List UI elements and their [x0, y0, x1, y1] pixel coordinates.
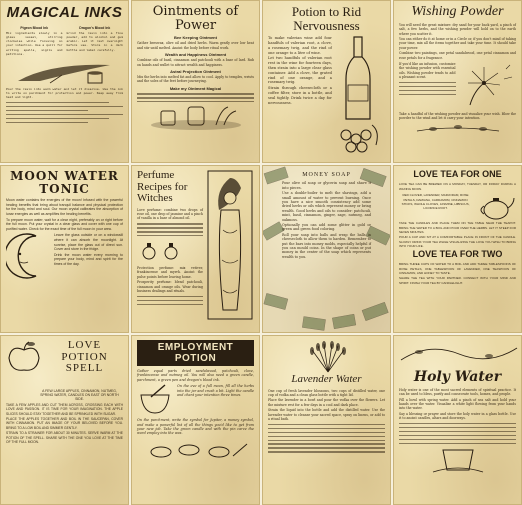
- text-block: [137, 93, 254, 102]
- page-title: Potion to Rid Nervousness: [291, 4, 362, 33]
- recipe-text: You can either do it at home or in a Circle or, if you don't mind of taking your time, mix all the items together and take your time. It should take your power.: [399, 36, 516, 50]
- recipe-text: Strain through cheesecloth or a coffee filter, store in a bottle, and seal tightly. Drink twice a day for nervousness.: [268, 86, 332, 105]
- recipe-text: On the parchment, write the symbol for Jupiter, a money symbol, and make a powerful list of all the things you'd like to get from your new job. Take the green candle and with the pin carve the word employ into the wax.: [137, 418, 254, 436]
- page-wishing-powder: [393, 0, 522, 163]
- recipe-text: To prepare moon water, wait for a clear night, preferably on or right before the full moon. Put your crystal in a clear glass and cover with one cup of purified water. Check for the exact time of the full moon in your area.: [6, 217, 123, 231]
- page-title: MAGICAL INKS: [6, 4, 123, 21]
- recipe-text: On the eve of a full moon, fill all the herbs into the jar and crush a bit. Light the candle and chant your intention three times.: [177, 384, 254, 398]
- recipe-text: STRAIN TO A STRAINER FOR ABOUT 30 MINUTES. SERVE WARM AT THE POTION OF THE SPELL. SHARE WITH THE ONE YOU LOVE AT THE TIME OF THE FULL MOON.: [6, 431, 123, 445]
- recipe-text: Pour olive oil soap or glycerin soap and shave it into pieces.: [282, 181, 371, 190]
- recipe-text: Protection perfume: mix vetiver, frankincense and myrrh. Anoint the pulse points before leaving home.: [137, 266, 203, 279]
- recipe-text: Prosperity perfume: blend patchouli, cinnamon and orange oils. Wear during business dealings and rituals.: [137, 280, 203, 294]
- recipe-text: Gather equal parts dried sandalwood, patchouli, clove, frankincense and nutmeg oil. You will also need a green candle, parchment, a green pen and dragon's blood ink.: [137, 369, 254, 382]
- page-title: Lavender Water: [291, 373, 362, 385]
- page-money-soap: [262, 165, 391, 333]
- apple-illustration: [5, 340, 43, 374]
- recipe-text: Moon water contains the energies of the moon! Infused with the powerful healing benefits that bring about tranquil balance and physical protection for the body, mind and soul. Our moon crystal calibrates the absorption of lunar energies as well as amplifies the healing benefits.: [6, 198, 123, 216]
- page-holy-water: [393, 335, 522, 505]
- text-block: [399, 423, 516, 444]
- page-title: Perfume Recipes for Witches: [137, 169, 188, 205]
- page-title: LOVE TEA FOR ONE: [413, 169, 502, 179]
- text-block: [137, 296, 203, 305]
- recipe-heading: Bee Keeping Ointment: [174, 35, 217, 41]
- page-title: Holy Water: [413, 369, 502, 385]
- herb-jars-illustration: [146, 105, 246, 131]
- recipe-text: POUR A CUP AND SIT AT A COMFORTABLE PLACE IN FRONT OF THE CANDLE. SLOWLY DRINK YOUR TEA WHILE VISUALIZING THE LOVE YOU WISH TO BRING INTO YOUR LIFE.: [399, 235, 516, 249]
- recipe-text: Pour the resin into warm water and let it dissolve. Use the ink to write on parchment for protection and power. Keep away from heat and light.: [6, 86, 123, 100]
- page-title: LOVE POTION SPELL: [61, 339, 108, 375]
- recipe-text: TAKE A FEW APPLES AND CUT THEM ACROSS, CROSSING EACH WITH LOVE AND PASSION. IT IS TIME FOR YOUR IMAGINATION. THE APPLE SLICES SHOULD STAY TOGETHER AND BE SPRINKLED WITH SUGAR.: [6, 402, 123, 416]
- recipe-text: Place the lavender in a bowl and pour the vodka over the flowers. Let the mixture rest for a few days in a cool and dark place.: [268, 398, 385, 407]
- recipe-text: Combine two paintings, one petal sandalwood, one petal cinnamon and rose petals for a fragrance.: [399, 51, 516, 60]
- mortar-illustration: [137, 383, 173, 417]
- coins-illustration: [141, 438, 251, 462]
- recipe-text: SHARE THE TEA WITH YOUR PARTNER. CONNECT WITH YOUR MIND AND SPIRIT. FINISH YOUR TEA BY CANDLELIGHT.: [399, 276, 516, 285]
- page-ointments: [131, 0, 260, 163]
- recipe-text: TAKE THE CANDLES AND PLACE THEM ON THE TABLE NEAR THE TEAPOT. BRING THE WATER TO A BOIL AND POUR OVER THE HERBS. LET IT STEEP FOR SEVEN MINUTES.: [399, 221, 516, 235]
- page-magical-inks: [0, 0, 129, 163]
- recipe-text: Mix the herbs into melted fat and allow to cool. Apply to temples, wrists and the soles of the feet before journeying.: [137, 74, 254, 84]
- recipe-heading: Dragon's Blood Ink: [79, 25, 111, 30]
- page-title: Ointments of Power: [152, 4, 239, 33]
- recipe-text: To make valerian wine add four handfuls of valerian root, a clove, a rosemary twig, and the rind of one orange to a litre of wine.: [268, 36, 332, 55]
- text-block: [268, 424, 385, 453]
- recipe-text: PLACE THE APPLES TOGETHER AND BOIL IN THE SAUCEPAN, COVER WITH CINNAMON. PUT AN IMAGE OF YOUR BELOVED BEFORE YOU. BRING TO A LOW BOIL AND SIMMER GENTLY.: [6, 417, 123, 430]
- text-block: [399, 82, 456, 95]
- wine-bottle-illustration: [336, 35, 384, 155]
- ingredient-list: A FEW LARGE APPLES, CINNAMON, NUTMEG, SPRING WATER, CANDLES ON EAST OR NORTH SIDE.: [40, 388, 119, 402]
- recipe-text: You will need the great mixture: dry sand for your back yard, a pinch of salt, a few herbs, and the wishing powder will hold on to the earth where you scatter it.: [399, 22, 516, 36]
- recipe-text: Say a blessing or prayer and store the holy water in a glass bottle. Use it to anoint candles, altars and doorways.: [399, 411, 516, 421]
- recipe-text: Drink the moon water every morning to prepare your body, mind and spirit for the times of the day.: [54, 252, 123, 266]
- recipe-text: One cup of fresh lavender blossoms, two cups of distilled water, one cup of vodka and a clean glass bottle with a tight lid.: [268, 388, 385, 397]
- page-potion-nervousness: [262, 0, 391, 163]
- ingredient-list: RED CLOVER, LAVENDER, MARJORAM, ROSE PETALS, DAMIANA, CARDAMOM, CINNAMON STICKS, WHOLE CLOVES, JASMINE, HIBISCUS, LICORICE ROOT.: [401, 193, 470, 211]
- crescent-moon-illustration: [6, 232, 50, 280]
- recipe-text: LOVE TEA CAN BE BREWED ON A MONDAY, TUESDAY, OR FRIDAY DURING A WAXING MOON.: [399, 182, 516, 191]
- recipe-text: If you'd like an infusion, customize the wishing powder with essential oils. Wishing powder tends to add a pleasant scent.: [399, 61, 456, 80]
- teapot-illustration: [476, 192, 516, 220]
- recipe-text: Let two handfuls of valerian root rest in the wine for fourteen days, then strain into a large clear glass container. Add a clove, the grated rind of one orange, and a rosemary twig.: [268, 56, 332, 85]
- recipe-text: Use a double-boiler to melt the shavings, add a small amount of water to prevent burning. Once you have a nice smooth consistency add some dried herbs or oils which represent money or bring wealth. Good herbs and oils to consider: patchouli, mint, basil, cinnamon, ginger, sage, nutmeg, and oakmoss.: [282, 191, 371, 222]
- recipe-text: Fill a bowl with spring water. Add a pinch of sea salt and hold your hands over the water. Visualize a white light flowing from your hands into the water.: [399, 397, 516, 411]
- text-block: [137, 223, 203, 236]
- herb-sprig-illustration: [413, 123, 503, 135]
- page-title: MONEY SOAP: [302, 172, 351, 178]
- recipe-text: Mix ingredients slowly in a glass vessel, stirring clockwise while focusing on your intention. Use a quill for writing spells, sigils and petitions.: [6, 30, 63, 56]
- page-perfume-recipes: [131, 165, 260, 333]
- recipe-heading: Make my Ointment Magical: [169, 85, 222, 91]
- water-vessel-illustration: [413, 446, 503, 474]
- recipe-heading: Astral Projection Ointment: [170, 68, 221, 74]
- recipe-text: Roll your soap into balls and wrap the balls in cheesecloth to allow them to harden. Remember to put the bars into money molds, especially helpful if you can mould coins. In the shape of coins or put money in the center of the soap which represents wealth to you.: [282, 232, 371, 259]
- section-title: LOVE TEA FOR TWO: [412, 248, 503, 259]
- page-love-potion: [0, 335, 129, 505]
- perfume-bottles-illustration: [137, 239, 197, 261]
- recipe-text: Strain the liquid into the bottle and add the distilled water. Use the lavender water to cleanse your sacred space, spray on linens, or add to a ritual bath.: [268, 408, 385, 421]
- recipe-text: Take a handful of the wishing powder and visualize your wish. Blow the powder to the wind and let it carry your intention.: [399, 111, 516, 121]
- recipe-text: Leave the glass outside or on a windowsill where it can absorb the moonlight. At sunrise, place the glass out of direct sun. Cover and store in the fridge.: [54, 233, 123, 252]
- art-nouveau-figure-illustration: [207, 170, 253, 320]
- recipe-heading: Pigeon Blood Ink: [20, 25, 49, 30]
- page-title: EMPLOYMENT POTION: [137, 340, 254, 366]
- page-title: Wishing Powder: [411, 4, 504, 19]
- text-block: [6, 102, 123, 123]
- recipe-text: Grind the resin into a fine powder, add to alcohol and gum arabic. Let it rest overnight before use. Store in a dark bottle and label carefully.: [66, 30, 123, 52]
- lavender-bouquet-illustration: [268, 340, 388, 374]
- recipe-text: Gather beeswax, olive oil and dried herbs. Warm gently over low heat and stir until melted. Anoint the body before ritual work.: [137, 41, 254, 50]
- page-lavender-water: [262, 335, 391, 505]
- recipe-heading: Wealth and Happiness Ointment: [164, 52, 227, 58]
- page-employment-potion: [131, 335, 260, 505]
- page-moon-water: [0, 165, 129, 333]
- recipe-text: Optionally you can add some glitter in gold or green and green food coloring.: [282, 222, 371, 232]
- recipe-text: BRING THREE CUPS OF WATER TO A BOIL AND ADD THREE TABLESPOONS OF ROSE PETALS, ONE TABLESPOON OF LAVENDER, ONE TEASPOON OF CINNAMON, AND HONEY TO TASTE.: [399, 262, 516, 275]
- page-title: MOON WATER TONIC: [10, 169, 119, 196]
- recipe-text: Combine oils of basil, cinnamon and patchouli with a base of lard. Rub on hands and wallet to attract wealth and happiness.: [137, 58, 254, 67]
- dandelion-illustration: [460, 61, 516, 107]
- recipe-text: Love perfume: combine two drops of rose oil, one drop of jasmine and a pinch of vanilla in a base of almond oil.: [137, 207, 203, 221]
- vine-border-illustration: [399, 340, 519, 370]
- page-love-tea: [393, 165, 522, 333]
- quill-illustration: [10, 59, 120, 85]
- recipe-text: Holy water is one of the most sacred elements of spiritual practice. It can be used to bless, purify and consecrate tools, homes, and people.: [399, 387, 516, 397]
